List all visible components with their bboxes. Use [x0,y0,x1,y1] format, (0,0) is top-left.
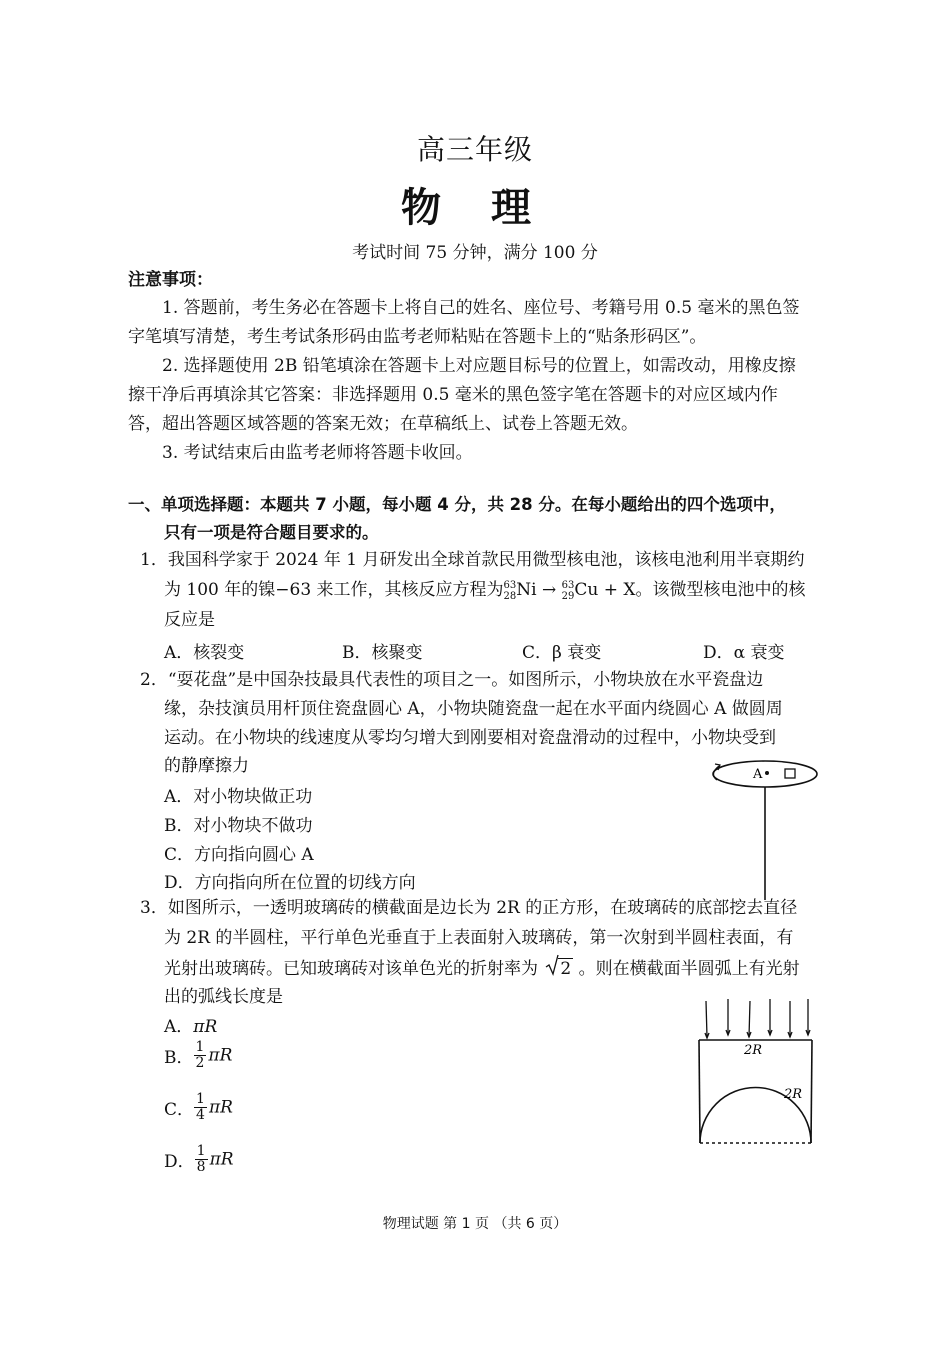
notice-heading: 注意事项： [128,270,213,290]
sqrt-expression [545,955,573,984]
q2-line: 缘，杂技演员用杆顶住瓷盘圆心 A，小物块随瓷盘一起在水平面内绕圆心 A 做圆周 [164,699,783,719]
subject-title: 物 理 [401,185,549,231]
q1-option-c: C．β 衰变 [522,643,602,663]
page-footer: 物理试题 第 1 页 （共 6 页） [382,1216,568,1232]
center-point [765,771,769,775]
option-d-label: D． [164,1152,195,1172]
q3-text-post: 。则在横截面半圆弧上有光射 [578,959,800,979]
notice-line: 答，超出答题区域答题的答案无效；在草稿纸上、试卷上答题无效。 [128,414,638,434]
q3-option-a [164,1012,217,1037]
option-d-value: πR [209,1149,234,1170]
section-heading-cont: 只有一项是符合题目要求的。 [164,523,379,542]
center-label-a: A [753,767,763,782]
ni-atomic-number: 28 [503,590,517,602]
spinning-plate-figure [705,752,825,902]
top-edge-label: 2R [744,1043,763,1058]
fraction-denominator: 2 [195,1055,205,1071]
q3-text-pre: 光射出玻璃砖。已知玻璃砖对该单色光的折射率为 [164,959,538,979]
brick-left-edge [699,1040,700,1143]
option-b-value: πR [208,1045,233,1066]
notice-line: 2. 选择题使用 2B 铅笔填涂在答题卡上对应题目标号的位置上，如需改动，用橡皮擦 [162,356,796,376]
q2-line: 的静摩擦力 [164,756,249,776]
option-d-fraction [195,1144,208,1175]
sqrt-value: 2 [560,959,572,979]
cu-isotope-numbers [562,580,575,602]
q3-line: 为 2R 的半圆柱，平行单色光垂直于上表面射入玻璃砖，第一次射到半圆柱表面，有 [164,928,794,948]
q2-option-c: C．方向指向圆心 A [164,845,314,865]
ni-mass-number: 63 [503,579,517,591]
q3-option-b [164,1040,232,1071]
q3-option-c [164,1092,233,1123]
q1-option-d: D．α 衰变 [703,643,785,663]
q2-option-d: D．方向指向所在位置的切线方向 [164,873,416,893]
q1-option-a: A．核裂变 [164,643,245,663]
q2-line: 2．“耍花盘”是中国杂技最具代表性的项目之一。如图所示，小物块放在水平瓷盘边 [140,670,764,690]
ni-symbol: Ni [516,580,537,600]
fraction-numerator: 1 [196,1091,205,1107]
brick-right-edge [811,1040,812,1143]
option-b-label: B． [164,1048,194,1068]
option-b-fraction [194,1040,207,1071]
notice-line: 字笔填写清楚，考生考试条形码由监考老师粘贴在答题卡上的“贴条形码区”。 [128,327,707,347]
option-a-label: A． [164,1017,194,1037]
cu-symbol: Cu + X [574,580,636,600]
notice-line: 擦干净后再填涂其它答案：非选择题用 0.5 毫米的黑色签字笔在答题卡的对应区域内作 [128,385,778,405]
reaction-arrow: → [536,580,562,600]
cu-mass-number: 63 [561,579,575,591]
plate-ellipse [713,761,817,787]
q3-option-d [164,1144,234,1175]
ni-isotope-numbers [504,580,517,602]
sqrt-symbol [545,954,559,976]
fraction-numerator: 1 [196,1143,206,1159]
q1-text-post: 。该微型核电池中的核 [635,580,806,600]
q1-option-b: B．核聚变 [342,643,423,663]
q1-text-pre: 为 100 年的镍−63 来工作，其核反应方程为 [164,580,504,600]
notice-line: 3. 考试结束后由监考老师将答题卡收回。 [162,443,473,463]
exam-time-info: 考试时间 75 分钟，满分 100 分 [352,243,598,263]
incident-light-rays [705,999,810,1038]
side-edge-label: 2R [784,1087,803,1102]
grade-title: 高三年级 [416,133,533,166]
cu-atomic-number: 29 [561,590,575,602]
fraction-denominator: 8 [196,1159,206,1175]
notice-line: 1. 答题前，考生务必在答题卡上将自己的姓名、座位号、考籍号用 0.5 毫米的黑色签 [162,298,800,318]
q3-line-sqrt [164,955,800,984]
option-c-value: πR [208,1097,233,1118]
fraction-numerator: 1 [195,1039,205,1055]
q1-line: 反应是 [164,610,215,630]
small-block [785,769,795,778]
fraction-denominator: 4 [196,1107,205,1123]
option-c-label: C． [164,1100,195,1120]
option-a-value: πR [193,1017,218,1037]
q3-line: 3．如图所示，一透明玻璃砖的横截面是边长为 2R 的正方形，在玻璃砖的底部挖去直径 [140,898,798,918]
option-c-fraction [194,1092,207,1123]
section-heading: 一、单项选择题：本题共 7 小题，每小题 4 分，共 28 分。在每小题给出的四个选项中， [128,495,786,514]
q3-line: 出的弧线长度是 [164,987,283,1007]
q1-line: 1．我国科学家于 2024 年 1 月研发出全球首款民用微型核电池，该核电池利用半衰期约 [140,550,805,570]
q1-line-equation [164,576,806,605]
q2-option-b: B．对小物块不做功 [164,816,313,836]
q2-line: 运动。在小物块的线速度从零均匀增大到刚要相对瓷盘滑动的过程中，小物块受到 [164,728,776,748]
q2-option-a: A．对小物块做正功 [164,787,313,807]
glass-brick-figure [690,995,820,1150]
